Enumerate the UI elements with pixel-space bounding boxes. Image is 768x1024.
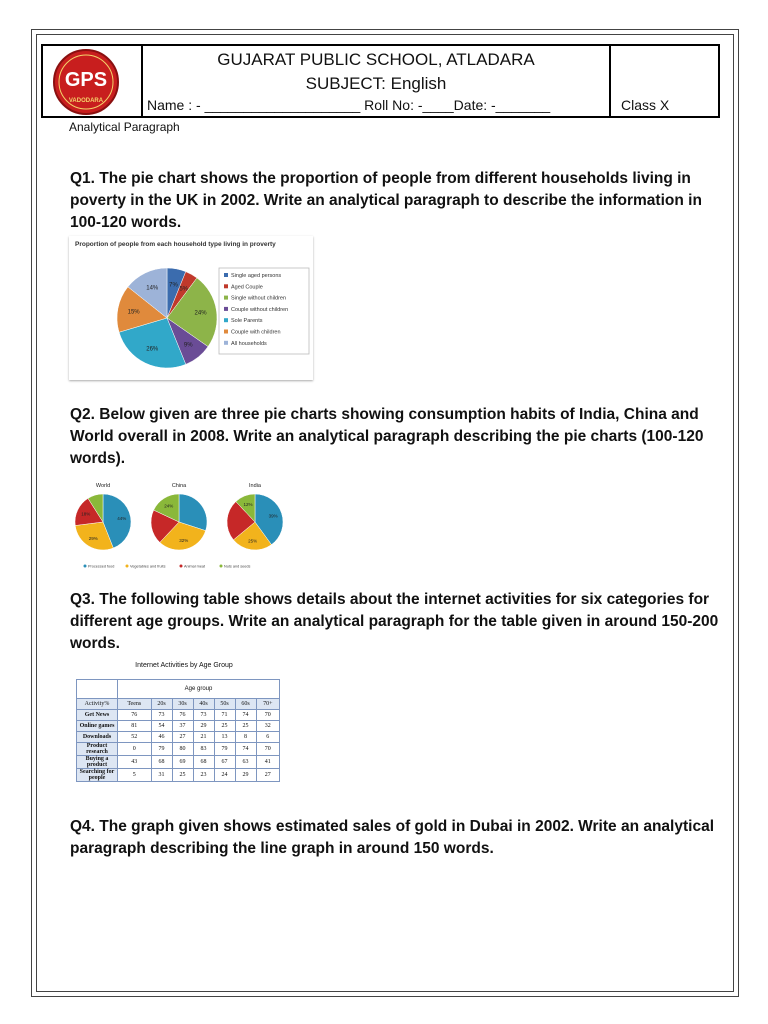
pie-title: China	[171, 483, 187, 489]
q1-figure	[69, 236, 313, 380]
question-3: Q3. The following table shows details about the internet activities for six categories for different age groups. Write an analytical paragraph for the table given in around 150-200 words.	[70, 591, 719, 652]
logo-text: GPS	[64, 69, 108, 91]
table-corner	[77, 680, 118, 699]
table-column-header: 40s	[193, 699, 214, 710]
table-cell: 67	[214, 756, 235, 769]
table-cell: 25	[235, 721, 256, 732]
pie-title: India	[249, 483, 261, 489]
legend-entry: Single without children	[231, 295, 287, 302]
table-row-label: Product research	[77, 743, 118, 756]
slice-label: 24%	[164, 503, 174, 509]
chart-title: Proportion of people from each household type living in proverty	[75, 241, 276, 248]
table-cell: 68	[193, 756, 214, 769]
school-name: GUJARAT PUBLIC SCHOOL, ATLADARA	[217, 50, 535, 69]
slice-label: 15%	[127, 309, 140, 316]
legend-swatch	[224, 296, 228, 300]
legend-swatch	[84, 565, 87, 568]
slice-label: 5%	[179, 286, 189, 293]
table-cell: 25	[214, 721, 235, 732]
page-subtitle: Analytical Paragraph	[69, 120, 180, 134]
legend-swatch	[180, 565, 183, 568]
table-column-header: Teens	[118, 699, 152, 710]
table-row-label: Get News	[77, 710, 118, 721]
table-column-header: 60s	[235, 699, 256, 710]
legend-swatch	[224, 307, 228, 311]
legend-entry: Sole Parents	[231, 318, 263, 325]
table-cell: 29	[193, 721, 214, 732]
legend-entry: Vegetables and fruits	[130, 564, 166, 569]
table-cell: 69	[172, 756, 193, 769]
slice-label: 24%	[194, 310, 207, 317]
table-cell: 73	[151, 710, 172, 721]
table-cell: 76	[172, 710, 193, 721]
table-row-label: Online games	[77, 721, 118, 732]
legend-entry: Animal meat	[184, 564, 206, 569]
q2-figure	[69, 478, 283, 572]
consumption-pie-charts	[69, 478, 283, 572]
slice-label: 39%	[268, 513, 278, 519]
legend-entry: Couple with children	[231, 329, 281, 336]
pie-title: World	[95, 483, 111, 489]
table-cell: 74	[235, 710, 256, 721]
table-cell: 29	[235, 769, 256, 782]
table-cell: 74	[235, 743, 256, 756]
table-cell: 76	[118, 710, 152, 721]
table-cell: 27	[172, 732, 193, 743]
table-row-label: Buying a product	[77, 756, 118, 769]
question-4: Q4. The graph given shows estimated sales of gold in Dubai in 2002. Write an analytical paragraph describing the line graph in around 150 words.	[70, 818, 714, 857]
table-cell: 0	[118, 743, 152, 756]
legend-swatch	[224, 341, 228, 345]
slice-label: 7%	[169, 282, 178, 289]
table-row-label: Searching for people	[77, 769, 118, 782]
slice-label: 12%	[243, 501, 253, 507]
table-cell: 80	[172, 743, 193, 756]
table-cell: 73	[193, 710, 214, 721]
household-poverty-pie-chart	[69, 236, 313, 380]
table-cell: 83	[193, 743, 214, 756]
slice-label: 32%	[179, 537, 189, 543]
legend-swatch	[224, 273, 228, 277]
header-table	[41, 44, 720, 118]
legend-entry: Single aged persons	[231, 273, 282, 279]
table-cell: 81	[118, 721, 152, 732]
slice-label: 9%	[183, 342, 193, 349]
legend-entry: All households	[231, 340, 267, 347]
table-row	[77, 769, 280, 782]
legend-swatch	[224, 318, 228, 322]
legend-swatch	[224, 330, 228, 334]
question-1: Q1. The pie chart shows the proportion of people from different households living in poverty in the UK in 2002. Write an analytical paragraph to describe the information in 100-120 words.	[70, 170, 702, 231]
slice-label: 26%	[146, 346, 159, 353]
legend-swatch	[220, 565, 223, 568]
logo-subtext: VADODARA	[68, 98, 104, 104]
table-row	[77, 721, 280, 732]
table-cell: 24	[214, 769, 235, 782]
table-cell: 68	[151, 756, 172, 769]
table-cell: 25	[172, 769, 193, 782]
slice-label: 25%	[248, 538, 258, 544]
table-cell: 63	[235, 756, 256, 769]
table-cell: 6	[256, 732, 279, 743]
table-cell: 32	[256, 721, 279, 732]
slice-label: 44%	[117, 515, 127, 521]
class-label: Class X	[621, 97, 670, 113]
school-logo	[43, 46, 141, 116]
legend-entry: Aged Couple	[231, 284, 263, 291]
name-roll-date-line: Name : - ____________________ Roll No: -____Date: -_______	[147, 97, 551, 113]
table-row	[77, 743, 280, 756]
table-cell: 37	[172, 721, 193, 732]
table-cell: 79	[151, 743, 172, 756]
table-cell: 70	[256, 743, 279, 756]
subject-title: SUBJECT: English	[305, 74, 447, 93]
legend-swatch	[126, 565, 129, 568]
header-divider	[609, 46, 612, 116]
legend-entry: Nuts and seeds	[224, 564, 251, 569]
legend-swatch	[224, 284, 228, 288]
table-cell: 31	[151, 769, 172, 782]
table-cell: 43	[118, 756, 152, 769]
table-cell: 46	[151, 732, 172, 743]
table-row-label: Downloads	[77, 732, 118, 743]
table-cell: 13	[214, 732, 235, 743]
table-row	[77, 710, 280, 721]
table-cell: 21	[193, 732, 214, 743]
table-column-header: 50s	[214, 699, 235, 710]
legend-entry: Processed food	[88, 564, 115, 569]
table-row	[77, 732, 280, 743]
table-column-header: 20s	[151, 699, 172, 710]
table-cell: 70	[256, 710, 279, 721]
table-cell: 27	[256, 769, 279, 782]
table-column-header: Activity%	[77, 699, 118, 710]
slice-label: 29%	[88, 535, 98, 541]
table-cell: 41	[256, 756, 279, 769]
table-cell: 23	[193, 769, 214, 782]
table-column-header: 70+	[256, 699, 279, 710]
table-cell: 79	[214, 743, 235, 756]
table-group-header: Age group	[118, 680, 280, 699]
table-cell: 71	[214, 710, 235, 721]
table-cell: 54	[151, 721, 172, 732]
table-row	[77, 756, 280, 769]
question-2: Q2. Below given are three pie charts showing consumption habits of India, China and World overall in 2008. Write an analytical paragraph describing the pie charts (100-120 words).	[70, 406, 704, 467]
logo-cell	[43, 46, 143, 116]
slice-label: 14%	[146, 285, 159, 292]
table-cell: 5	[118, 769, 152, 782]
slice-label: 18%	[81, 511, 91, 517]
q3-figure	[76, 662, 282, 802]
table-cell: 52	[118, 732, 152, 743]
legend-entry: Couple without children	[231, 306, 289, 313]
table-column-header: 30s	[172, 699, 193, 710]
table-cell: 8	[235, 732, 256, 743]
table-title: Internet Activities by Age Group	[135, 662, 233, 669]
internet-activities-table	[76, 679, 280, 782]
